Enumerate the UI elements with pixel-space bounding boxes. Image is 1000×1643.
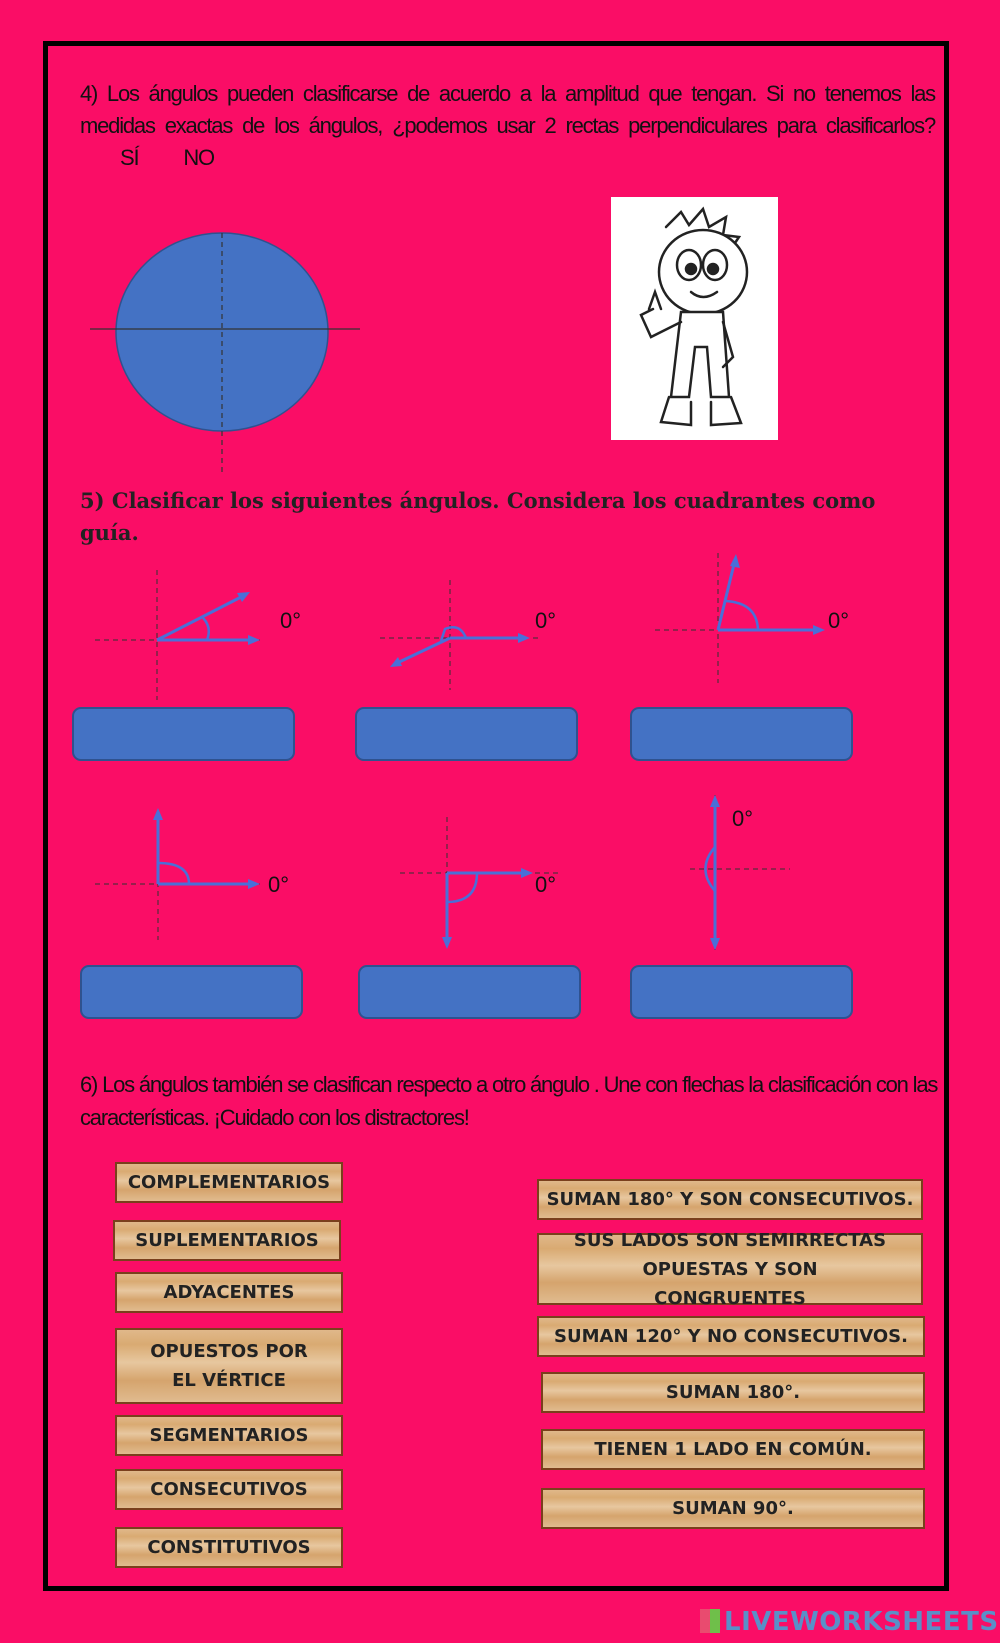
liveworksheets-logo: [700, 1607, 999, 1637]
right-option-suman-180-consecutivos[interactable]: SUMAN 180° Y SON CONSECUTIVOS.: [537, 1179, 923, 1220]
circle-quadrants-figure: [85, 228, 365, 478]
answer-box-5[interactable]: [358, 965, 581, 1019]
left-option-segmentarios[interactable]: SEGMENTARIOS: [115, 1415, 343, 1456]
right-option-suman-90[interactable]: SUMAN 90°.: [541, 1488, 925, 1529]
angle-diagram-3: [650, 548, 830, 688]
answer-box-1[interactable]: [72, 707, 295, 761]
answer-box-3[interactable]: [630, 707, 853, 761]
answer-no[interactable]: NO: [183, 145, 214, 170]
question-5-title: 5) Clasificar los siguientes ángulos. Considera los cuadrantes como guía.: [80, 488, 876, 545]
question-4-text: 4) Los ángulos pueden clasificarse de acuerdo a la amplitud que tengan. Si no tenemos las medidas exactas de los ángulos, ¿podemos usar 2 rectas perpendiculares para clasificarlos?: [80, 81, 935, 138]
right-option-suman-180[interactable]: SUMAN 180°.: [541, 1372, 925, 1413]
answer-yes[interactable]: SÍ: [120, 145, 139, 170]
angle-diagram-2: [375, 575, 545, 695]
liveworksheets-logo-icon: [700, 1609, 720, 1633]
zero-degree-label-3: 0°: [828, 608, 850, 633]
zero-degree-label-2: 0°: [535, 608, 557, 633]
answer-box-4[interactable]: [80, 965, 303, 1019]
question-4: [80, 78, 935, 174]
zero-degree-label-6: 0°: [732, 806, 754, 831]
right-option-semirrectas-opuestas[interactable]: SUS LADOS SON SEMIRRECTAS OPUESTAS Y SON CONGRUENTES: [537, 1233, 923, 1305]
left-option-consecutivos[interactable]: CONSECUTIVOS: [115, 1469, 343, 1510]
right-option-tienen-1-lado[interactable]: TIENEN 1 LADO EN COMÚN.: [541, 1429, 925, 1470]
left-option-suplementarios[interactable]: SUPLEMENTARIOS: [113, 1220, 341, 1261]
answer-box-2[interactable]: [355, 707, 578, 761]
angle-diagram-1: [90, 565, 270, 705]
cartoon-boy-thumbs-up-image: [611, 197, 778, 440]
left-option-opuestos-por-el-vertice[interactable]: OPUESTOS POR EL VÉRTICE: [115, 1328, 343, 1404]
zero-degree-label-4: 0°: [268, 872, 290, 897]
right-option-suman-120[interactable]: SUMAN 120° Y NO CONSECUTIVOS.: [537, 1316, 925, 1357]
left-option-adyacentes[interactable]: ADYACENTES: [115, 1272, 343, 1313]
left-option-complementarios[interactable]: COMPLEMENTARIOS: [115, 1162, 343, 1203]
answer-box-6[interactable]: [630, 965, 853, 1019]
liveworksheets-logo-text: LIVEWORKSHEETS: [724, 1607, 999, 1637]
left-option-constitutivos[interactable]: CONSTITUTIVOS: [115, 1527, 343, 1568]
zero-degree-label-5: 0°: [535, 872, 557, 897]
zero-degree-label-1: 0°: [280, 608, 302, 633]
question-6-text: 6) Los ángulos también se clasifican respecto a otro ángulo . Une con flechas la clasificación con las características. ¡Cuidado con los distractores!: [80, 1072, 938, 1130]
angle-diagram-4: [90, 805, 270, 945]
